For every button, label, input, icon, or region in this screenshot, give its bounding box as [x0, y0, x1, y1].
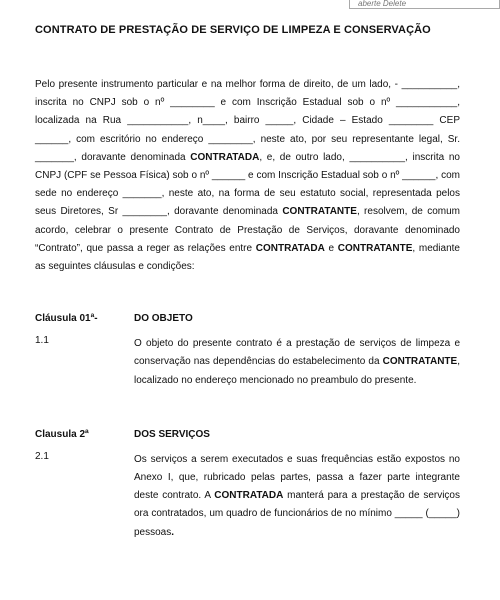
party-contratante: CONTRATANTE: [282, 206, 357, 218]
toolbar-fragment: aberte Delete: [349, 0, 500, 9]
clause-text: O objeto do presente contrato é a prestação de serviços de limpeza e conservação nas dependências do estabelecimento da: [134, 338, 460, 368]
clause-title: DO OBJETO: [134, 313, 193, 325]
preamble-text: , resolvem, de comum acordo, celebrar o presente Contrato de Prestação de Serviços, doravante denominado “Contrato”, que passa a reger as relações entre: [35, 206, 460, 254]
clause-text: , localizado no endereço mencionado no preambulo do presente.: [134, 356, 460, 386]
preamble-text: Pelo presente instrumento particular e na melhor forma de direito, de um lado, - __________, inscrita no CNPJ sob o nº ________ e com Inscrição Estadual sob o nº ___________, localizada na Rua ___________, n____, bairro _____, Cidade – Estado ________ CEP ______, com escritório no endereço ________, neste ato, por seu representante legal, Sr. _______, doravante denominada: [35, 79, 460, 163]
clause-servicos: [35, 428, 460, 542]
document-title: CONTRATO DE PRESTAÇÃO DE SERVIÇO DE LIMPEZA E CONSERVAÇÃO: [35, 24, 431, 36]
subclause-number: 2.1: [35, 450, 49, 462]
party-contratante: CONTRATANTE: [382, 356, 458, 368]
subclause-text: [134, 451, 460, 542]
party-contratada: CONTRATADA: [190, 151, 260, 163]
period: .: [171, 526, 175, 538]
preamble-text: , mediante as seguintes cláusulas e condições:: [35, 242, 460, 273]
preamble-paragraph: [35, 76, 460, 276]
subclause-text: [134, 335, 460, 390]
clause-label: Cláusula 01ª-: [35, 313, 98, 325]
clause-objeto: [35, 312, 460, 390]
subclause-number: 1.1: [35, 335, 49, 347]
party-contratada: CONTRATADA: [214, 490, 284, 502]
party-contratante: CONTRATANTE: [337, 242, 413, 254]
clause-text: manterá para a prestação de serviços ora contratados, um quadro de funcionários de no mínimo _____ (_____) pessoas: [134, 490, 460, 538]
clause-title: DOS SERVIÇOS: [134, 428, 210, 440]
clause-label: Clausula 2ª: [35, 428, 89, 440]
party-contratada: CONTRATADA: [255, 242, 325, 254]
document-page: [35, 24, 460, 542]
clause-text: Os serviços a serem executados e suas frequências estão expostos no Anexo I, que, rubricado pelas partes, passa a fazer parte integrante deste contrato. A: [134, 453, 460, 502]
preamble-text: e: [324, 242, 338, 254]
preamble-text: , e, de outro lado, __________, inscrita no CNPJ (CPF se Pessoa Física) sob o nº ______ e com Inscrição Estadual sob o nº ______, com sede no endereço _______, neste ato, na forma de seu estatuto social, representada pelos seus Diretores, Sr ________, doravante denominada: [35, 151, 460, 218]
